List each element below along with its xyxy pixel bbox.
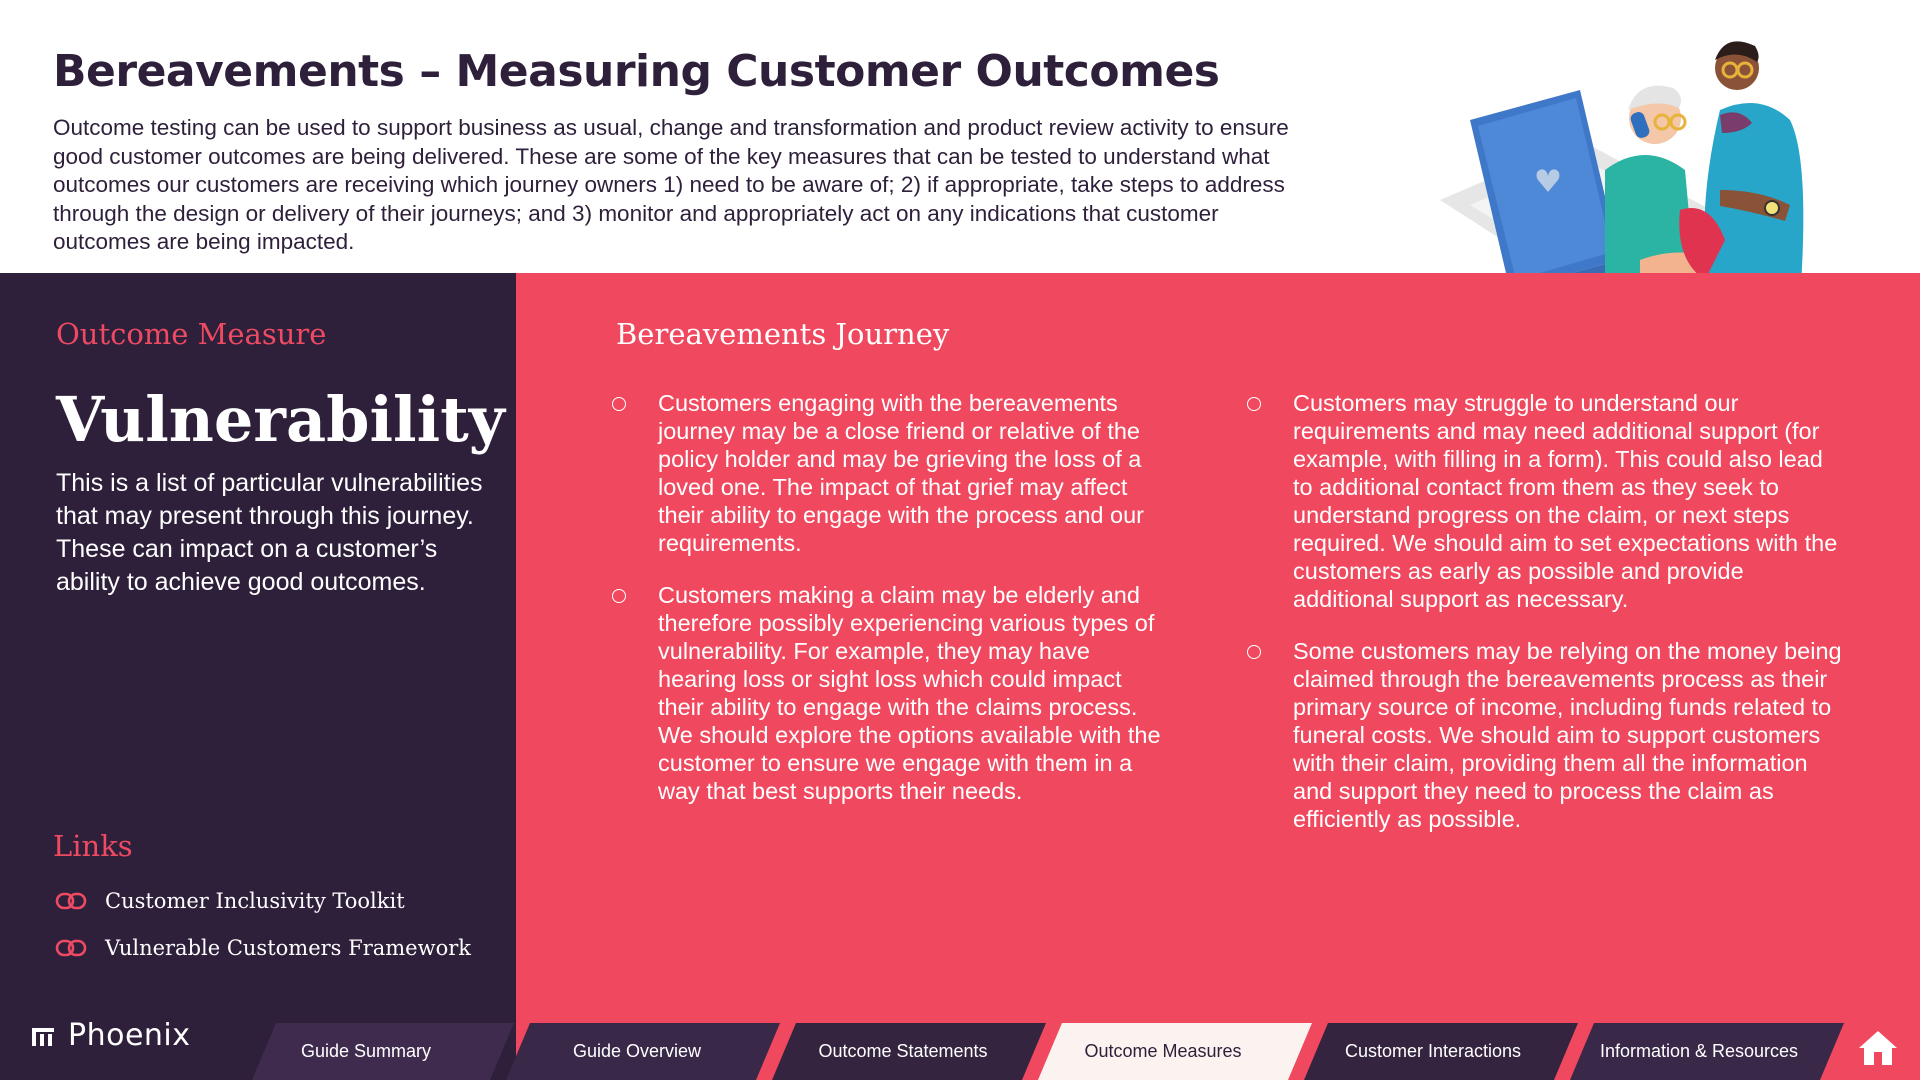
- list-item-text: Some customers may be relying on the money being claimed through the bereavements process as their primary source of income, including funds related to funeral costs. We should aim to support customers with their claim, providing them all the information and support they need to process the claim as efficiently as possible.: [1293, 638, 1842, 832]
- list-item-text: Customers making a claim may be elderly and therefore possibly experiencing various types of vulnerability. For example, they may have hearing loss or sight loss which could impact their ability to engage with the claims process. We should explore the options available with the customer to ensure we engage with them in a way that best supports their needs.: [658, 582, 1161, 804]
- measure-description: This is a list of particular vulnerabilities that may present through this journey. These can impact on a customer’s ability to achieve good outcomes.: [56, 469, 483, 596]
- page-header: [0, 0, 1920, 273]
- logo-text: Phoenix: [68, 1018, 191, 1053]
- list-item-text: Customers may struggle to understand our requirements and may need additional support (for example, with filling in a form). This could also lead to additional contact from them as they seek to understand progress on the claim, or next steps required. We should aim to set expectations with the customers as early as possible and provide additional support as necessary.: [1293, 390, 1838, 612]
- list-item-text: Customers engaging with the bereavements journey may be a close friend or relative of the policy holder and may be grieving the loss of a loved one. The impact of that grief may affect their ability to engage with the process and our requirements.: [658, 390, 1144, 556]
- tab-information-resources[interactable]: Information & Resources: [1599, 1041, 1799, 1061]
- bullet-icon: [1247, 397, 1261, 411]
- tab-outcome-measures[interactable]: Outcome Measures: [1084, 1041, 1242, 1061]
- list-item: [612, 389, 1172, 557]
- bullet-icon: [1247, 645, 1261, 659]
- list-item: [612, 581, 1172, 805]
- tab-guide-overview[interactable]: Guide Overview: [572, 1041, 702, 1061]
- link-customer-inclusivity-toolkit[interactable]: [55, 889, 405, 913]
- page-title: Bereavements – Measuring Customer Outcomes: [53, 46, 1220, 97]
- journey-title: Bereavements Journey: [616, 317, 950, 351]
- bullet-icon: [612, 397, 626, 411]
- home-icon[interactable]: [1856, 1028, 1900, 1068]
- link-icon: [55, 938, 87, 958]
- outcome-measure-label: Outcome Measure: [56, 317, 327, 351]
- links-heading: Links: [53, 829, 133, 863]
- bullet-icon: [612, 589, 626, 603]
- phoenix-logo: [30, 1018, 191, 1053]
- tab-customer-interactions[interactable]: Customer Interactions: [1344, 1041, 1522, 1061]
- journey-panel: [516, 273, 1920, 1080]
- list-item: [1247, 637, 1847, 833]
- list-item: [1247, 389, 1847, 613]
- measure-title: Vulnerability: [56, 383, 505, 456]
- journey-column-right: [1247, 389, 1847, 857]
- link-vulnerable-customers-framework[interactable]: [55, 936, 471, 960]
- link-label: Vulnerable Customers Framework: [105, 936, 471, 960]
- journey-column-left: [612, 389, 1172, 829]
- tab-guide-summary[interactable]: Guide Summary: [300, 1041, 432, 1061]
- link-label: Customer Inclusivity Toolkit: [105, 889, 405, 913]
- intro-paragraph: Outcome testing can be used to support business as usual, change and transformation and product review activity to ensure good customer outcomes are being delivered. These are some of the key measures that can be tested to understand what outcomes our customers are receiving which journey owners 1) need to be aware of; 2) if appropriate, take steps to address through the design or delivery of their journeys; and 3) monitor and appropriately act on any indications that customer outcomes are being impacted.: [53, 115, 1289, 254]
- phoenix-logo-icon: [30, 1022, 58, 1050]
- outcome-measure-panel: [0, 273, 516, 1080]
- tab-outcome-statements[interactable]: Outcome Statements: [818, 1041, 988, 1061]
- link-icon: [55, 891, 87, 911]
